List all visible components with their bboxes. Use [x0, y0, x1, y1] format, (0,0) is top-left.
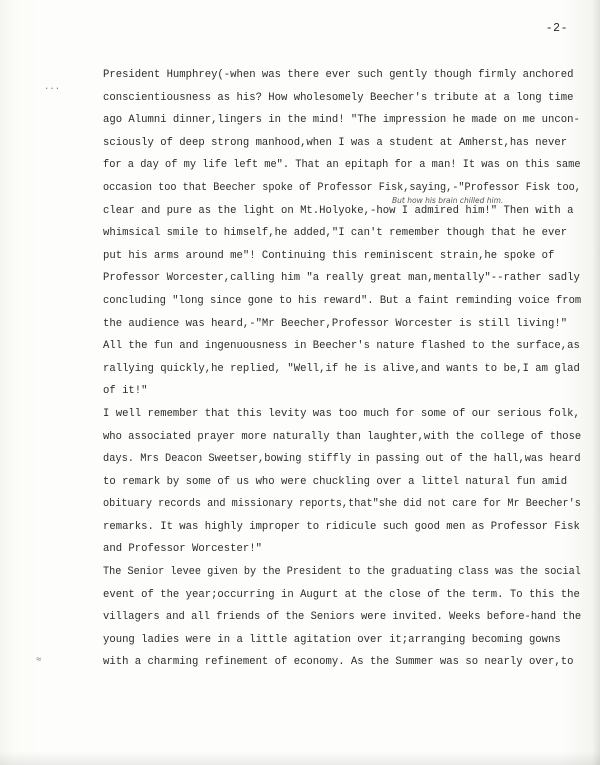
- text-line: days. Mrs Deacon Sweetser,bowing stiffly in passing out of the hall,was heard: [103, 453, 581, 466]
- margin-mark-bottom: ≈: [36, 655, 42, 665]
- text-line: conscientiousness as his? How wholesomely Beecher's tribute at a long time: [103, 91, 574, 104]
- text-line: concluding "long since gone to his reward". But a faint reminding voice from: [103, 294, 582, 307]
- text-line: clear and pure as the light on Mt.Holyoke,-how I admired him!" Then with a: [103, 204, 574, 217]
- text-line: Professor Worcester,calling him "a really great man,mentally"--rather sadly: [103, 272, 580, 285]
- text-line: rallying quickly,he replied, "Well,if he is alive,and wants to be,I am glad: [103, 362, 580, 375]
- handwritten-interlinear-note: But how his brain chilled him.: [392, 196, 504, 205]
- page-number: -2-: [545, 22, 568, 35]
- text-line: The Senior levee given by the President to the graduating class was the social: [103, 566, 581, 579]
- text-line: ago Alumni dinner,lingers in the mind! "The impression he made on me uncon-: [103, 114, 580, 127]
- margin-mark-top: ···: [44, 84, 61, 94]
- text-line: of it!": [103, 385, 148, 398]
- text-line: remarks. It was highly improper to ridicule such good men as Professor Fisk: [103, 520, 580, 533]
- text-line: All the fun and ingenuousness in Beecher's nature flashed to the surface,as: [103, 340, 580, 353]
- page-bottom-shadow: [0, 751, 600, 765]
- text-line: put his arms around me"! Continuing this reminiscent strain,he spoke of: [103, 249, 555, 262]
- typed-body-text: [103, 64, 582, 674]
- text-line: and Professor Worcester!": [103, 543, 262, 556]
- text-line: whimsical smile to himself,he added,"I can't remember though that he ever: [103, 227, 568, 240]
- text-line: young ladies were in a little agitation over it;arranging becoming gowns: [103, 633, 561, 646]
- text-line: to remark by some of us who were chuckling over a littel natural fun amid: [103, 475, 568, 488]
- text-line: the audience was heard,-"Mr Beecher,Professor Worcester is still living!": [103, 317, 568, 330]
- text-line: President Humphrey(-when was there ever such gently though firmly anchored: [103, 69, 574, 81]
- text-line: occasion too that Beecher spoke of Professor Fisk,saying,-"Professor Fisk too,: [103, 181, 581, 194]
- text-line: obituary records and missionary reports,that"she did not care for Mr Beecher's: [103, 498, 581, 511]
- text-line: event of the year;occurring in Augurt at the close of the term. To this the: [103, 588, 580, 601]
- text-line: villagers and all friends of the Seniors were invited. Weeks before-hand the: [103, 611, 582, 624]
- text-line: for a day of my life left me". That an epitaph for a man! It was on this same: [103, 159, 581, 172]
- text-line: who associated prayer more naturally than laughter,with the college of those: [103, 430, 582, 443]
- text-line: I well remember that this levity was too much for some of our serious folk,: [103, 407, 580, 420]
- text-line: sciously of deep strong manhood,when I was a student at Amherst,has never: [103, 136, 568, 149]
- page-edge-shadow: [592, 0, 600, 765]
- text-line: with a charming refinement of economy. As the Summer was so nearly over,to: [103, 656, 574, 669]
